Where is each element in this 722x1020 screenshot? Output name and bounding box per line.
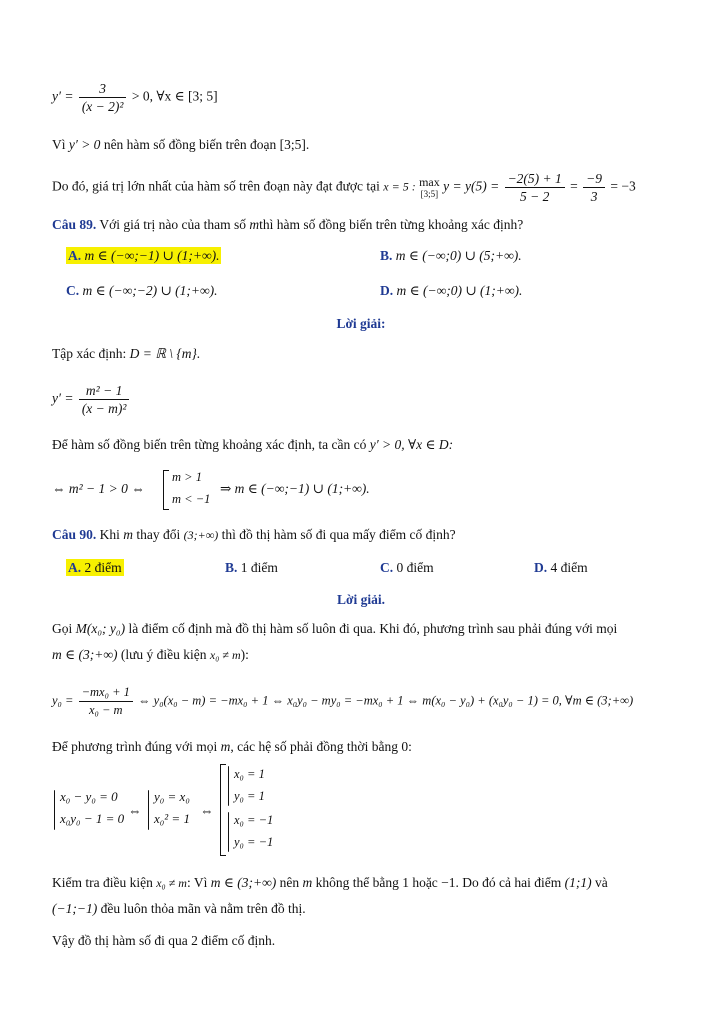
fraction-numerator: −9 xyxy=(583,170,605,188)
solution-heading-90: Lời giải. xyxy=(337,592,385,607)
fraction-denominator: (x − 2)² xyxy=(81,99,124,114)
fraction-denominator: 3 xyxy=(590,189,598,204)
fraction-denominator: 5 − 2 xyxy=(519,189,550,204)
text: nên hàm số đồng biến trên đoạn xyxy=(103,137,277,152)
system-1-eq-a: x₀ − y₀ = 0 xyxy=(60,789,118,804)
math: (3;+∞) xyxy=(183,528,219,542)
system-2-eq-b: x₀² = 1 xyxy=(154,811,190,826)
text: Vì xyxy=(52,137,66,152)
derivative-lhs: y′ = xyxy=(52,88,74,104)
derivative-line-1 xyxy=(52,80,218,115)
derivative-condition: > 0, ∀x ∈ [3; 5] xyxy=(131,88,218,104)
text: nên xyxy=(279,875,300,890)
math: x = 5 : xyxy=(383,179,416,194)
system-3-eq-b: y₀ = 1 xyxy=(234,789,265,803)
math: y′ > 0, ∀x ∈ D: xyxy=(369,437,454,452)
equation-line-90 xyxy=(52,684,633,719)
math: y₀ = xyxy=(52,693,74,708)
q89-option-a[interactable] xyxy=(66,248,221,264)
math: m ∈ (3;+∞) xyxy=(210,875,277,890)
text: không thể bằng 1 hoặc −1. Do đó cả hai điểm xyxy=(315,875,562,890)
solution-heading-89: Lời giải: xyxy=(336,316,386,331)
system-3-eq-c: x₀ = −1 xyxy=(234,813,274,827)
option-text: 1 điểm xyxy=(240,560,278,575)
equivalence-lhs-89: ⇔ m² − 1 > 0 ⇔ xyxy=(52,481,145,496)
fraction-numerator: 3 xyxy=(79,80,127,98)
text: Gọi xyxy=(52,621,73,636)
math: M(x₀; y₀) xyxy=(75,621,126,636)
system-3-eq-d: y₀ = −1 xyxy=(234,835,274,849)
system-3 xyxy=(234,763,273,853)
equation-fraction-90 xyxy=(79,684,133,719)
math: D = ℝ \ {m}. xyxy=(129,346,201,361)
math: m ∈ (3;+∞) xyxy=(52,647,118,662)
fixed-point-line-1 xyxy=(52,620,617,638)
math: m xyxy=(123,527,134,542)
question-90 xyxy=(52,526,456,544)
math: [3;5]. xyxy=(279,137,310,152)
check-line-1 xyxy=(52,874,608,892)
system-3-eq-a: x₀ = 1 xyxy=(234,767,265,781)
derivative-fraction xyxy=(79,80,127,115)
option-label: B. xyxy=(225,560,238,575)
equiv-symbol: ⇔ xyxy=(200,803,214,818)
bracket xyxy=(220,764,226,856)
question-text: Với giá trị nào của tham số xyxy=(99,217,247,232)
bracket xyxy=(163,470,169,510)
option-text: m ∈ (−∞;0) ∪ (1;+∞). xyxy=(396,283,523,298)
option-label: C. xyxy=(66,283,80,298)
q89-option-c[interactable] xyxy=(66,283,217,299)
question-label: Câu 89. xyxy=(52,217,97,232)
equiv-symbol: ⇔ xyxy=(128,803,142,818)
brace-3a xyxy=(228,766,229,806)
max-fraction-1 xyxy=(505,170,565,205)
math: (1;1) xyxy=(564,875,592,890)
question-text: thay đổi xyxy=(136,527,181,542)
brace-2 xyxy=(148,790,149,830)
math: y′ = xyxy=(52,390,74,406)
fraction-numerator: −2(5) + 1 xyxy=(505,170,565,188)
derivative-line-89 xyxy=(52,382,131,417)
system-1-eq-b: x₀y₀ − 1 = 0 xyxy=(60,811,125,826)
equivalence-rhs-89: ⇒ m ∈ (−∞;−1) ∪ (1;+∞). xyxy=(220,481,370,496)
system-2-eq-a: y₀ = x₀ xyxy=(154,789,190,804)
max-fraction-2 xyxy=(583,170,605,205)
brace-1 xyxy=(54,790,55,830)
option-label: D. xyxy=(380,283,394,298)
math: ⇔ y₀(x₀ − m) = −mx₀ + 1 ⇔ x₀y₀ − my₀ = −mx₀ + 1 ⇔ m(x₀ − y₀) + (x₀y₀ − 1) = 0, ∀m ∈ (3;+∞) xyxy=(138,693,634,708)
system-1 xyxy=(60,786,124,830)
option-label: D. xyxy=(534,560,548,575)
q90-option-a[interactable] xyxy=(66,560,124,576)
text: ): xyxy=(240,647,249,662)
fraction-denominator: x₀ − m xyxy=(88,703,123,717)
text: và xyxy=(595,875,608,890)
text: (lưu ý điều kiện xyxy=(120,647,207,662)
math: m xyxy=(220,739,231,754)
option-label: A. xyxy=(68,248,82,263)
math: x₀ ≠ m xyxy=(156,876,187,890)
max-value-line: Do đó, giá trị lớn nhất của hàm số trên đoạn này đạt được tại x = 5 : max [3;5] y = y(5) = $\frac{-2(5) + 1}{5 - 2}$ = $\frac{-9}{3}$ = −3 xyxy=(52,171,636,204)
math: y′ > 0 xyxy=(68,137,101,152)
case-2: m < −1 xyxy=(172,492,211,506)
case-system-89 xyxy=(172,466,210,510)
option-label: C. xyxy=(380,560,394,575)
q90-option-b[interactable] xyxy=(225,560,278,576)
q90-option-d[interactable] xyxy=(534,560,588,576)
text: Kiểm tra điều kiện xyxy=(52,875,153,890)
option-text: m ∈ (−∞;0) ∪ (5;+∞). xyxy=(395,248,522,263)
question-89 xyxy=(52,216,523,234)
text: đều luôn thỏa mãn và nằm trên đồ thị. xyxy=(100,901,306,916)
coefficient-line xyxy=(52,738,412,756)
text: Để phương trình đúng với mọi xyxy=(52,739,218,754)
option-text: 2 điểm xyxy=(84,560,122,575)
math: y = y(5) = xyxy=(443,178,500,194)
text: Để hàm số đồng biến trên từng khoảng xác định, ta cần có xyxy=(52,437,367,452)
math: x₀ ≠ m xyxy=(209,648,241,662)
q89-option-d[interactable] xyxy=(380,283,522,299)
max-operator xyxy=(419,176,440,200)
text: , các hệ số phải đồng thời bằng 0: xyxy=(230,739,412,754)
system-2 xyxy=(154,786,190,830)
condition-line-89 xyxy=(52,436,453,454)
domain-line xyxy=(52,345,200,363)
question-label: Câu 90. xyxy=(52,527,97,542)
text: là điểm cố định mà đồ thị hàm số luôn đi qua. Khi đó, phương trình sau phải đúng với mọi xyxy=(128,621,618,636)
math: = −3 xyxy=(610,178,636,194)
fraction-denominator: (x − m)² xyxy=(81,401,127,416)
check-line-2 xyxy=(52,900,306,918)
question-text: Khi xyxy=(99,527,120,542)
option-text: 4 điểm xyxy=(550,560,588,575)
question-text: thì đồ thị hàm số đi qua mấy điểm cố định? xyxy=(221,527,456,542)
question-text: thì hàm số đồng biến trên từng khoảng xác định? xyxy=(259,217,524,232)
option-text: m ∈ (−∞;−1) ∪ (1;+∞). xyxy=(84,248,220,263)
option-label: A. xyxy=(68,560,82,575)
math: (−1;−1) xyxy=(52,901,98,916)
text: Do đó, giá trị lớn nhất của hàm số trên đoạn này đạt được tại xyxy=(52,178,380,194)
q89-option-b[interactable] xyxy=(380,248,522,264)
text: : Vì xyxy=(186,875,208,890)
max-label: max xyxy=(419,174,440,189)
math: m xyxy=(249,217,260,232)
fixed-point-line-2 xyxy=(52,646,249,664)
math: m xyxy=(302,875,313,890)
fraction-numerator: −mx₀ + 1 xyxy=(79,684,133,702)
brace-3b xyxy=(228,812,229,852)
derivative-fraction-89 xyxy=(79,382,130,417)
q90-option-c[interactable] xyxy=(380,560,434,576)
conclusion-line: Vậy đồ thị hàm số đi qua 2 điểm cố định. xyxy=(52,933,276,948)
max-subscript: [3;5] xyxy=(420,188,439,199)
option-label: B. xyxy=(380,248,393,263)
fraction-numerator: m² − 1 xyxy=(79,382,130,400)
case-1: m > 1 xyxy=(172,470,202,484)
text: Tập xác định: xyxy=(52,346,127,361)
option-text: 0 điểm xyxy=(396,560,434,575)
monotonic-line xyxy=(52,136,309,154)
option-text: m ∈ (−∞;−2) ∪ (1;+∞). xyxy=(82,283,218,298)
